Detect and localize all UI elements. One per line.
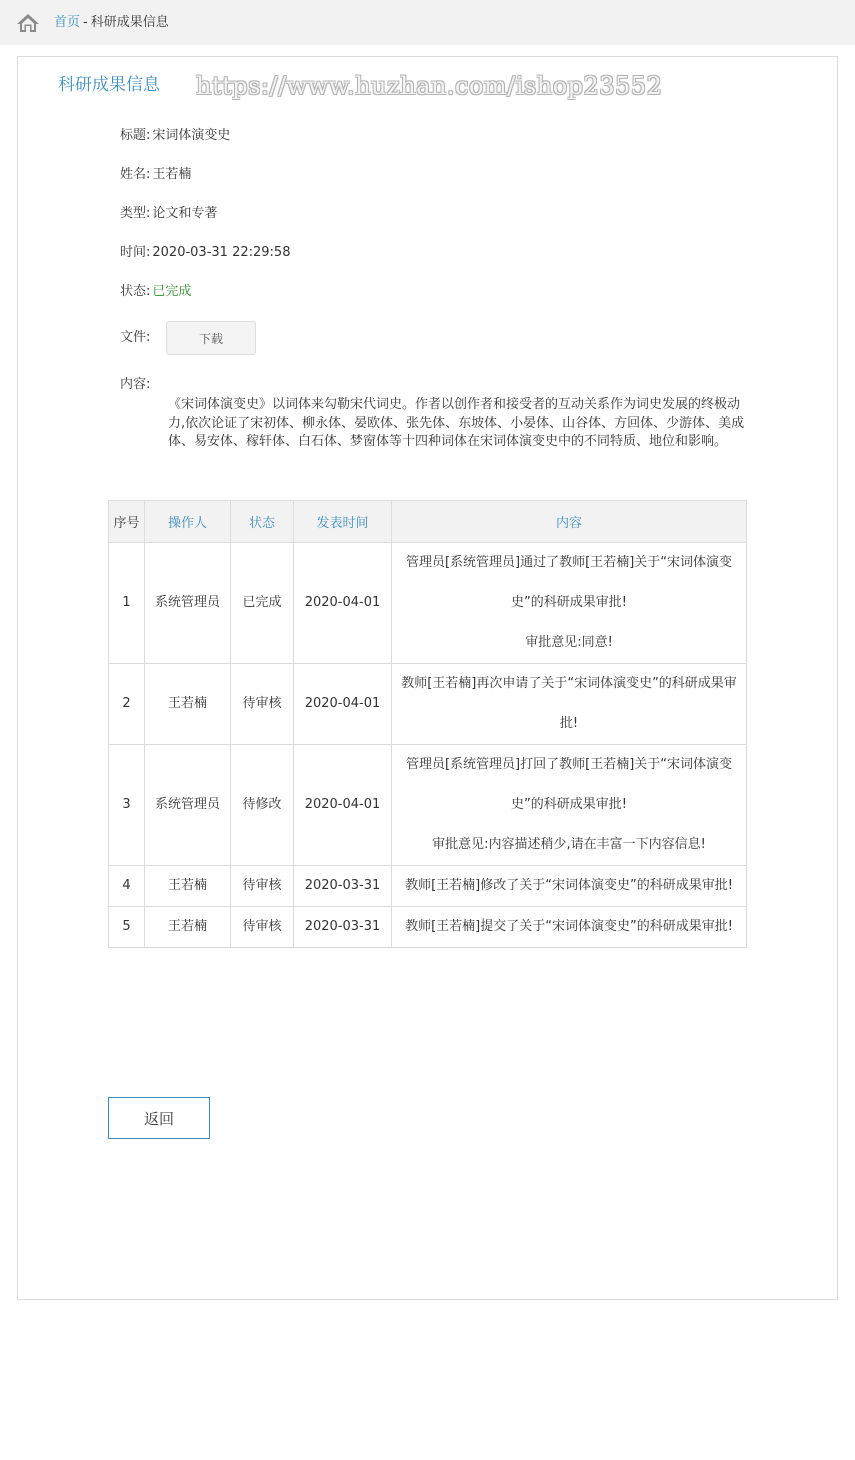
row-no: 4 bbox=[109, 866, 145, 907]
row-status: 待审核 bbox=[231, 866, 294, 907]
home-icon[interactable] bbox=[16, 12, 40, 34]
file-label: 文件: bbox=[120, 330, 151, 345]
row-status: 已完成 bbox=[231, 543, 294, 664]
row-content bbox=[392, 543, 747, 664]
watermark: https://www.huzhan.com/ishop23552 bbox=[196, 72, 663, 100]
time-label: 时间: bbox=[120, 245, 151, 260]
table-row bbox=[109, 866, 747, 907]
download-button[interactable]: 下载 bbox=[166, 321, 256, 355]
row-content-text: 管理员[系统管理员]打回了教师[王若楠]关于“宋词体演变史”的科研成果审批! bbox=[405, 757, 733, 812]
row-no: 3 bbox=[109, 745, 145, 866]
row-content bbox=[392, 664, 747, 745]
table-row bbox=[109, 664, 747, 745]
row-content-text: 教师[王若楠]修改了关于“宋词体演变史”的科研成果审批! bbox=[405, 878, 733, 893]
row-no: 2 bbox=[109, 664, 145, 745]
type-label: 类型: bbox=[120, 206, 151, 221]
row-no: 1 bbox=[109, 543, 145, 664]
row-operator: 王若楠 bbox=[145, 866, 231, 907]
name-label: 姓名: bbox=[120, 167, 151, 182]
breadcrumb-home-link[interactable]: 首页 bbox=[54, 15, 81, 30]
back-button[interactable]: 返回 bbox=[108, 1097, 210, 1139]
status-value: 已完成 bbox=[152, 284, 192, 299]
row-opinion: 审批意见:同意! bbox=[525, 635, 613, 650]
top-bar bbox=[0, 0, 855, 45]
row-date: 2020-03-31 bbox=[294, 866, 392, 907]
type-value: 论文和专著 bbox=[152, 206, 218, 221]
row-status: 待审核 bbox=[231, 907, 294, 948]
page-title: 科研成果信息 bbox=[58, 75, 160, 95]
row-date: 2020-04-01 bbox=[294, 664, 392, 745]
title-label: 标题: bbox=[120, 128, 151, 143]
table-row bbox=[109, 745, 747, 866]
row-date: 2020-04-01 bbox=[294, 543, 392, 664]
table-header-row bbox=[109, 501, 747, 543]
breadcrumb-separator: - bbox=[83, 15, 88, 30]
table-row bbox=[109, 907, 747, 948]
content-label: 内容: bbox=[120, 377, 151, 392]
file-field bbox=[120, 329, 150, 347]
row-operator: 系统管理员 bbox=[145, 543, 231, 664]
row-content-text: 管理员[系统管理员]通过了教师[王若楠]关于“宋词体演变史”的科研成果审批! bbox=[405, 555, 733, 610]
row-no: 5 bbox=[109, 907, 145, 948]
type-field bbox=[120, 205, 217, 223]
approval-log-table bbox=[108, 500, 747, 948]
row-content bbox=[392, 907, 747, 948]
time-value: 2020-03-31 22:29:58 bbox=[152, 245, 291, 260]
content-field bbox=[120, 376, 150, 394]
header-date[interactable]: 发表时间 bbox=[294, 501, 392, 543]
content-text: 《宋词体演变史》以词体来勾勒宋代词史。作者以创作者和接受者的互动关系作为词史发展的终极动力,依次论证了宋初体、柳永体、晏欧体、张先体、东坡体、小晏体、山谷体、方回体、少游体、美成体、易安体、稼轩体、白石体、梦窗体等十四种词体在宋词体演变史中的不同特质、地位和影响。 bbox=[168, 397, 745, 450]
name-value: 王若楠 bbox=[152, 167, 192, 182]
row-status: 待修改 bbox=[231, 745, 294, 866]
time-field bbox=[120, 244, 290, 262]
header-operator[interactable]: 操作人 bbox=[145, 501, 231, 543]
row-operator: 系统管理员 bbox=[145, 745, 231, 866]
title-value: 宋词体演变史 bbox=[152, 128, 231, 143]
status-field bbox=[120, 283, 191, 301]
header-content[interactable]: 内容 bbox=[392, 501, 747, 543]
row-date: 2020-04-01 bbox=[294, 745, 392, 866]
row-date: 2020-03-31 bbox=[294, 907, 392, 948]
name-field bbox=[120, 166, 191, 184]
header-no: 序号 bbox=[109, 501, 145, 543]
status-label: 状态: bbox=[120, 284, 151, 299]
row-content-text: 教师[王若楠]提交了关于“宋词体演变史”的科研成果审批! bbox=[405, 919, 733, 934]
row-content-text: 教师[王若楠]再次申请了关于“宋词体演变史”的科研成果审批! bbox=[401, 676, 737, 731]
header-status[interactable]: 状态 bbox=[231, 501, 294, 543]
breadcrumb bbox=[54, 14, 169, 32]
breadcrumb-current: 科研成果信息 bbox=[90, 15, 169, 30]
row-content bbox=[392, 866, 747, 907]
table-row bbox=[109, 543, 747, 664]
title-field bbox=[120, 127, 230, 145]
row-operator: 王若楠 bbox=[145, 664, 231, 745]
row-content bbox=[392, 745, 747, 866]
row-status: 待审核 bbox=[231, 664, 294, 745]
row-opinion: 审批意见:内容描述稍少,请在丰富一下内容信息! bbox=[432, 837, 706, 852]
row-operator: 王若楠 bbox=[145, 907, 231, 948]
